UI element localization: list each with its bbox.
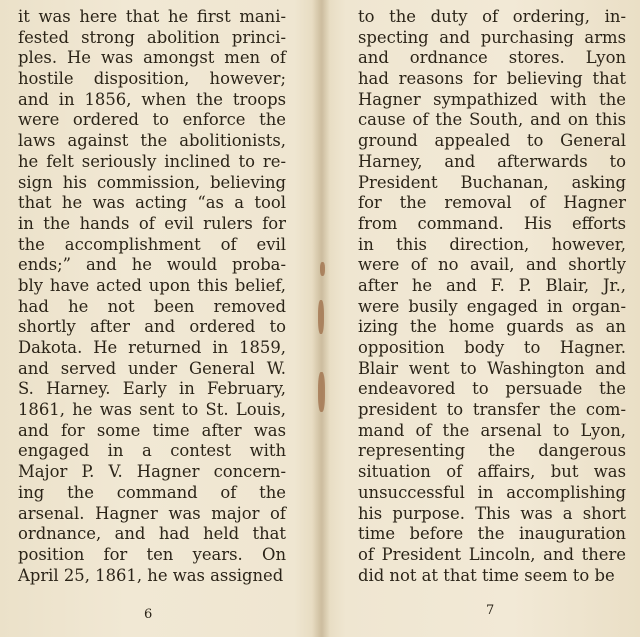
text-line: ples. He was amongst men of: [18, 48, 286, 68]
text-line: unsuccessful in accomplishing: [358, 482, 626, 502]
text-line: position for ten years. On: [18, 544, 286, 564]
text-line: were ordered to enforce the: [18, 110, 286, 130]
page-number-right: 7: [486, 603, 495, 618]
left-page: [18, 7, 286, 586]
text-line: hostile disposition, however;: [18, 69, 286, 89]
text-line: to the duty of ordering, in-: [358, 7, 626, 26]
text-line: ing the command of the: [18, 482, 286, 502]
text-line: ground appealed to General: [358, 131, 626, 151]
text-line: bly have acted upon this belief,: [18, 275, 286, 295]
right-page: [358, 7, 626, 586]
text-line: President Buchanan, asking: [358, 172, 626, 192]
text-line: after he and F. P. Blair, Jr.,: [358, 275, 626, 295]
text-line: fested strong abolition princi-: [18, 27, 286, 47]
text-line: had reasons for believing that: [358, 69, 626, 89]
text-line: April 25, 1861, he was assigned: [18, 565, 284, 585]
text-line: his purpose. This was a short: [358, 503, 626, 523]
text-line: endeavored to persuade the: [358, 379, 626, 399]
text-line: that he was acting “as a tool: [18, 193, 286, 213]
text-line: sign his commission, believing: [18, 172, 286, 192]
text-line: Dakota. He returned in 1859,: [18, 338, 286, 357]
text-line: of President Lincoln, and there: [358, 544, 626, 564]
text-line: arsenal. Hagner was major of: [18, 503, 286, 523]
text-line: time before the inauguration: [358, 524, 626, 544]
text-line: he felt seriously inclined to re-: [18, 151, 286, 171]
text-line: laws against the abolitionists,: [18, 131, 286, 151]
text-line: and ordnance stores. Lyon: [358, 48, 626, 68]
text-line: mand of the arsenal to Lyon,: [358, 420, 626, 440]
text-line: in this direction, however,: [358, 234, 626, 254]
text-line: and in 1856, when the troops: [18, 89, 286, 109]
text-line: did not at that time seem to be: [358, 565, 615, 585]
text-line: ordnance, and had held that: [18, 524, 286, 544]
text-line: the accomplishment of evil: [18, 234, 286, 254]
text-line: cause of the South, and on this: [358, 110, 626, 130]
paper-stain: [320, 262, 325, 276]
text-line: and served under General W.: [18, 358, 286, 378]
text-line: izing the home guards as an: [358, 317, 626, 337]
text-line: Major P. V. Hagner concern-: [18, 462, 286, 482]
paper-stain: [318, 372, 325, 412]
text-line: S. Harney. Early in February,: [18, 379, 286, 399]
text-line: Hagner sympathized with the: [358, 89, 626, 109]
text-line: shortly after and ordered to: [18, 317, 286, 337]
text-line: had he not been removed: [18, 296, 286, 316]
text-line: situation of affairs, but was: [358, 462, 626, 482]
text-line: were busily engaged in organ-: [358, 296, 626, 316]
text-line: were of no avail, and shortly: [358, 255, 626, 275]
page-number-left: 6: [144, 607, 153, 622]
text-line: opposition body to Hagner.: [358, 338, 626, 357]
text-line: for the removal of Hagner: [358, 193, 626, 213]
text-line: 1861, he was sent to St. Louis,: [18, 400, 286, 420]
paper-stain: [318, 300, 324, 334]
text-line: representing the dangerous: [358, 441, 626, 461]
text-line: engaged in a contest with: [18, 441, 286, 461]
text-line: specting and purchasing arms: [358, 27, 626, 47]
text-line: Harney, and afterwards to: [358, 151, 626, 171]
text-line: in the hands of evil rulers for: [18, 213, 286, 233]
text-line: ends;” and he would proba-: [18, 255, 286, 275]
text-line: and for some time after was: [18, 420, 286, 440]
text-line: Blair went to Washington and: [358, 358, 626, 378]
text-line: president to transfer the com-: [358, 400, 626, 420]
text-line: from command. His efforts: [358, 213, 626, 233]
text-line: it was here that he first mani-: [18, 7, 286, 26]
